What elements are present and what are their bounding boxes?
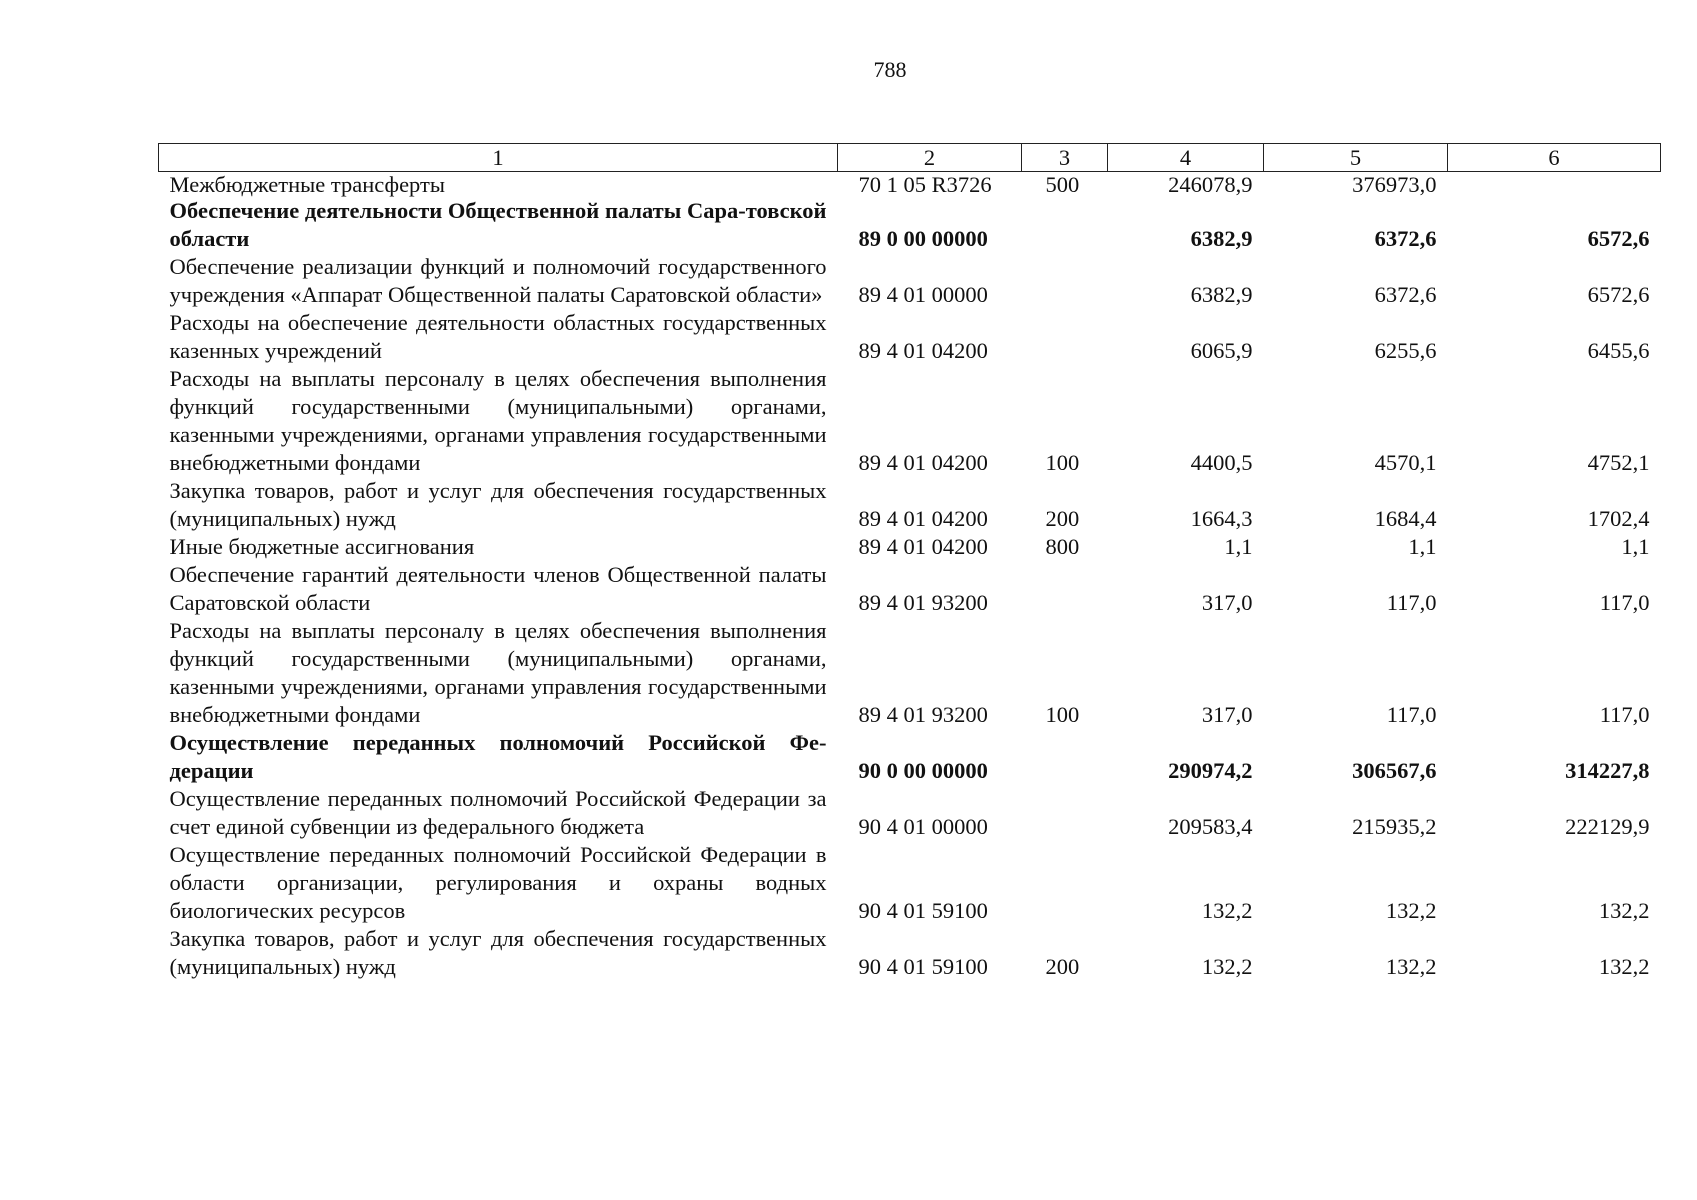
row-value-5: 132,2 [1385,954,1437,979]
row-value-6: 6572,6 [1587,226,1650,251]
row-code: 90 4 01 00000 [858,814,988,839]
row-value-6: 117,0 [1599,702,1650,727]
header-col-year1: 4 [1108,144,1264,172]
row-expense-type [1022,253,1108,309]
row-name: Расходы на обеспечение деятельности областных государственных казенных учреждений [169,310,827,363]
table-header [159,144,1661,172]
row-expense-type: 500 [1045,172,1080,197]
table-body [159,172,1661,982]
row-value-4: 4400,5 [1190,450,1253,475]
row-code: 90 0 00 00000 [858,758,988,783]
table-row [159,561,1661,617]
row-value-4: 132,2 [1201,898,1253,923]
row-value-5: 117,0 [1386,590,1437,615]
row-code: 70 1 05 R3726 [858,172,992,197]
header-row [159,144,1661,172]
row-name: Осуществление переданных полномочий Российской Федерации в области организации, регулирования и охраны водных биологических ресурсов [169,842,827,923]
header-col-year2: 5 [1264,144,1448,172]
row-code: 90 4 01 59100 [858,954,988,979]
row-value-4: 317,0 [1201,702,1253,727]
row-value-5: 306567,6 [1352,758,1437,783]
table-row [159,617,1661,729]
header-col-name: 1 [159,144,838,172]
table-row [159,309,1661,365]
row-value-6: 6572,6 [1587,282,1650,307]
row-value-4: 6382,9 [1190,226,1253,251]
row-expense-type: 800 [1045,534,1080,559]
row-expense-type [1022,309,1108,365]
row-code: 89 4 01 04200 [858,534,988,559]
row-name: Расходы на выплаты персоналу в целях обеспечения выполнения функций государственными (муниципальными) органами, казенными учреждениями, органами управления государственными внебюджетными фондами [169,366,827,475]
row-value-5: 132,2 [1385,898,1437,923]
row-value-5: 6255,6 [1374,338,1437,363]
row-value-5: 215935,2 [1352,814,1437,839]
row-expense-type: 100 [1045,702,1080,727]
row-value-5: 1684,4 [1374,506,1437,531]
row-expense-type [1022,785,1108,841]
row-value-4: 209583,4 [1168,814,1253,839]
row-code: 89 0 00 00000 [858,226,988,251]
row-expense-type [1022,561,1108,617]
row-name: Иные бюджетные ассигнования [169,534,475,559]
header-col-year3: 6 [1448,144,1661,172]
table-row [159,477,1661,533]
row-code: 90 4 01 59100 [858,898,988,923]
row-expense-type [1022,197,1108,253]
row-value-5: 6372,6 [1374,226,1437,251]
row-value-5: 1,1 [1408,534,1437,559]
row-value-4: 6382,9 [1190,282,1253,307]
row-expense-type [1022,841,1108,925]
budget-table [158,143,1661,981]
row-value-6 [1448,172,1661,198]
row-value-5: 376973,0 [1352,172,1437,197]
row-value-4: 132,2 [1201,954,1253,979]
row-name: Обеспечение реализации функций и полномочий государственного учреждения «Аппарат Общественной палаты Саратовской области» [169,254,827,307]
row-name: Закупка товаров, работ и услуг для обеспечения государственных (муниципальных) нужд [169,478,827,531]
row-code: 89 4 01 04200 [858,506,988,531]
row-name: Обеспечение деятельности Общественной палаты Сара-товской области [169,198,827,251]
table-row [159,253,1661,309]
row-value-6: 314227,8 [1565,758,1650,783]
table-row [159,365,1661,477]
row-value-5: 117,0 [1386,702,1437,727]
row-value-4: 246078,9 [1168,172,1253,197]
row-value-5: 6372,6 [1374,282,1437,307]
row-code: 89 4 01 04200 [858,338,988,363]
row-name: Обеспечение гарантий деятельности членов Общественной палаты Саратовской области [169,562,827,615]
row-value-6: 4752,1 [1587,450,1650,475]
row-name: Закупка товаров, работ и услуг для обеспечения государственных (муниципальных) нужд [169,926,827,979]
table-row [159,533,1661,561]
row-value-4: 1664,3 [1190,506,1253,531]
table-row [159,785,1661,841]
row-value-6: 117,0 [1599,590,1650,615]
row-value-4: 1,1 [1224,534,1253,559]
row-expense-type: 200 [1045,506,1080,531]
table-row-section-total [159,197,1661,253]
row-value-6: 1702,4 [1587,506,1650,531]
header-col-type: 3 [1022,144,1108,172]
row-value-4: 317,0 [1201,590,1253,615]
row-name: Осуществление переданных полномочий Российской Федерации [169,730,827,783]
table-row [159,925,1661,981]
row-value-6: 6455,6 [1587,338,1650,363]
row-value-4: 290974,2 [1168,758,1253,783]
row-value-6: 1,1 [1621,534,1650,559]
table-row-section-total [159,729,1661,785]
row-name: Межбюджетные трансферты [169,172,445,197]
table-row [159,172,1661,198]
header-col-code: 2 [838,144,1022,172]
row-name: Осуществление переданных полномочий Российской Федерации за счет единой субвенции из федерального бюджета [169,786,827,839]
table-row [159,841,1661,925]
row-code: 89 4 01 93200 [858,702,988,727]
row-name: Расходы на выплаты персоналу в целях обеспечения выполнения функций государственными (муниципальными) органами, казенными учреждениями, органами управления государственными внебюджетными фондами [169,618,827,727]
row-code: 89 4 01 04200 [858,450,988,475]
page-number: 788 [873,57,907,82]
row-value-4: 6065,9 [1190,338,1253,363]
row-value-6: 132,2 [1598,954,1650,979]
row-expense-type: 100 [1045,450,1080,475]
row-expense-type: 200 [1045,954,1080,979]
row-value-5: 4570,1 [1374,450,1437,475]
row-expense-type [1022,729,1108,785]
row-code: 89 4 01 00000 [858,282,988,307]
row-value-6: 222129,9 [1565,814,1650,839]
row-value-6: 132,2 [1598,898,1650,923]
row-code: 89 4 01 93200 [858,590,988,615]
